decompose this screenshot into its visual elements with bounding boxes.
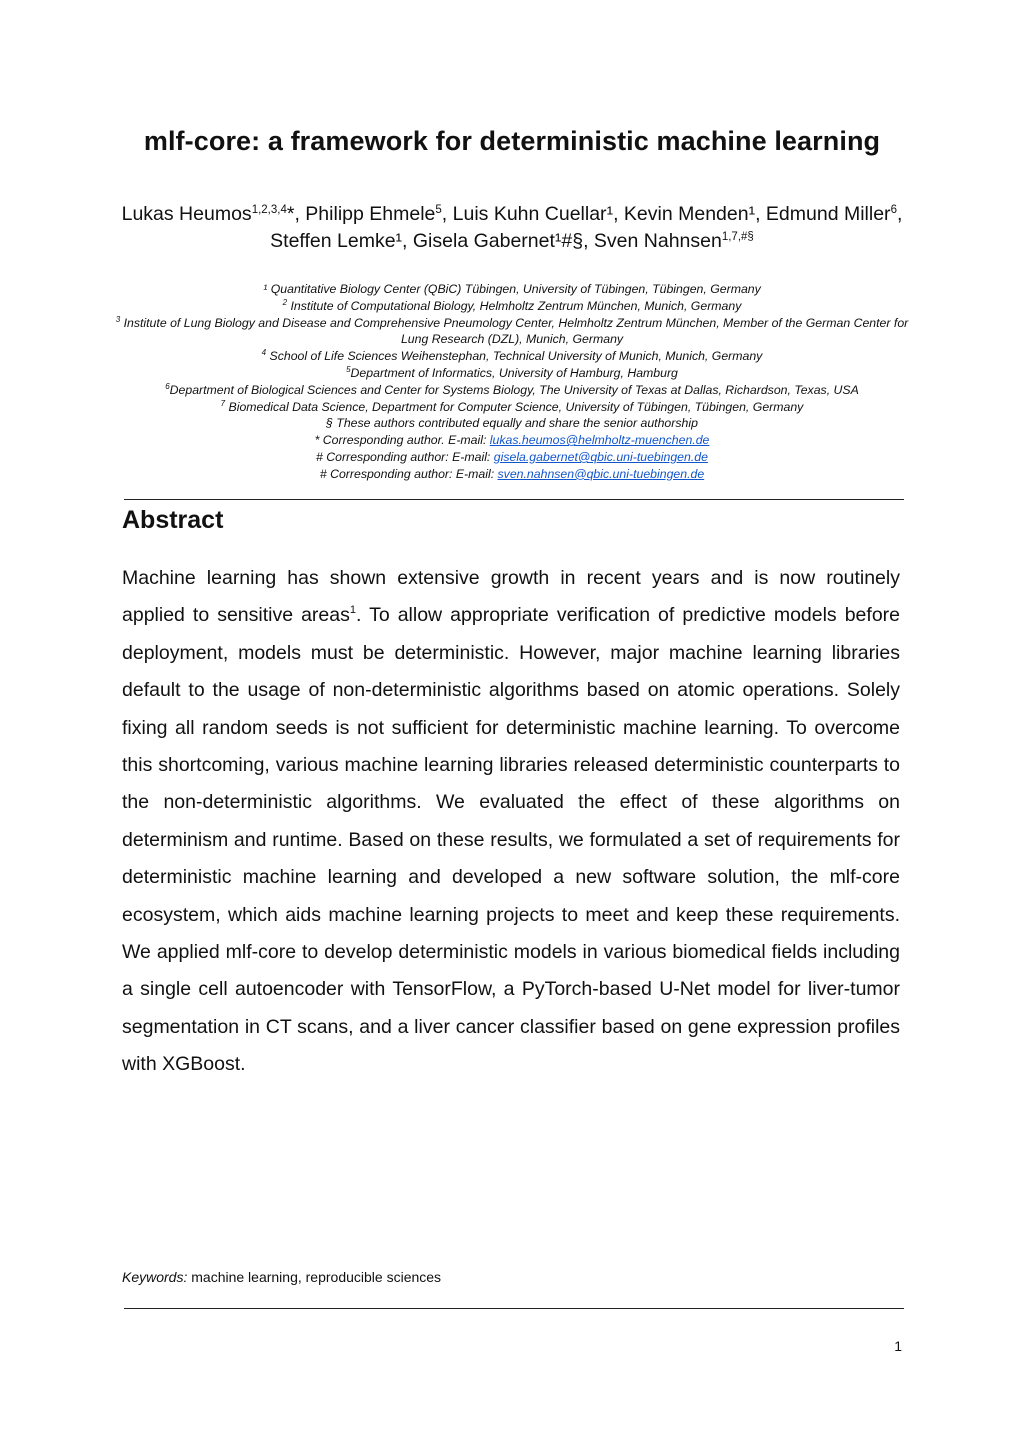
page-number: 1 (894, 1338, 902, 1354)
header-divider (124, 499, 904, 500)
citation-ref: 1 (349, 604, 356, 617)
corresponding-author: # Corresponding author: E-mail: sven.nahnsen@qbic.uni-tuebingen.de (319, 466, 705, 481)
email-link[interactable]: gisela.gabernet@qbic.uni-tuebingen.de (493, 449, 708, 464)
author: Steffen Lemke¹, (270, 230, 413, 252)
author: Philipp Ehmele$^5$, (305, 203, 453, 225)
affiliation-line: $^4$ School of Life Sciences Weihenstephan, Technical University of Munich, Munich, Germany (261, 348, 763, 364)
affiliation-line: $^2$ Institute of Computational Biology, Helmholtz Zentrum München, Munich, Germany (282, 297, 742, 313)
paper-title: mlf-core: a framework for deterministic machine learning (143, 126, 881, 156)
footer-divider (124, 1308, 904, 1309)
corresponding-author: # Corresponding author: E-mail: gisela.gabernet@qbic.uni-tuebingen.de (316, 449, 708, 464)
author: Edmund Miller$^6$, (765, 203, 903, 225)
author: Kevin Menden¹, (623, 203, 766, 225)
abstract-text: Machine learning has shown extensive growth in recent years and is now routinely applied to sensitive areas$^1$. To allow appropriate verification of predictive models before deployment, models must be deterministic. However, major machine learning libraries default to the usage of non-deterministic algorithms based on atomic operations. Solely fixing all random seeds is not sufficient for deterministic machine learning. To overcome this shortcoming, various machine learning libraries released deterministic counterparts to the non-deterministic algorithms. We evaluated the effect of these algorithms on determinism and runtime. Based on these results, we formulated a set of requirements for deterministic machine learning and developed a new software solution, the mlf-core ecosystem, which aids machine learning projects to meet and keep these requirements. We applied mlf-core to develop deterministic models in various biomedical fields including a single cell autoencoder with TensorFlow, a PyTorch-based U-Net model for liver-tumor segmentation in CT scans, and a liver cancer classifier based on gene expression profiles with XGBoost. (122, 567, 900, 1076)
author: Sven Nahnsen$^{1,7,\#\S}$ (593, 230, 754, 252)
affiliation-line: ¹ Quantitative Biology Center (QBiC) Tübingen, University of Tübingen, Tübingen, Germany (263, 282, 761, 296)
email-link[interactable]: sven.nahnsen@qbic.uni-tuebingen.de (497, 466, 705, 481)
affiliations (110, 281, 914, 483)
keywords-label: Keywords: (122, 1269, 188, 1285)
author-list (120, 201, 904, 255)
corresponding-author: * Corresponding author. E-mail: lukas.heumos@helmholtz-muenchen.de (314, 433, 710, 448)
equal-contribution-note: § These authors contributed equally and share the senior authorship (326, 416, 698, 431)
affiliation-line: $^7$ Biomedical Data Science, Department for Computer Science, University of Tübingen, Tübingen, Germany (220, 398, 804, 414)
author: Lukas Heumos$^{1,2,3,4}$*, (121, 203, 306, 225)
keywords-text: machine learning, reproducible sciences (187, 1269, 442, 1285)
keywords (122, 1269, 441, 1285)
author: Luis Kuhn Cuellar¹, (452, 203, 624, 225)
affiliation-line: $^5$Department of Informatics, University of Hamburg, Hamburg (346, 364, 678, 380)
affiliation-line: $^6$Department of Biological Sciences and Center for Systems Biology, The University of Texas at Dallas, Richardson, Texas, USA (165, 381, 859, 397)
affiliation-line: $^3$ Institute of Lung Biology and Disease and Comprehensive Pneumology Center, Helmholtz Zentrum München, Member of the German Center for Lung Research (DZL), Munich, Germany (115, 314, 909, 347)
abstract-heading: Abstract (122, 506, 224, 534)
author: Gisela Gabernet¹#§, (412, 230, 594, 252)
email-link[interactable]: lukas.heumos@helmholtz-muenchen.de (489, 433, 710, 448)
